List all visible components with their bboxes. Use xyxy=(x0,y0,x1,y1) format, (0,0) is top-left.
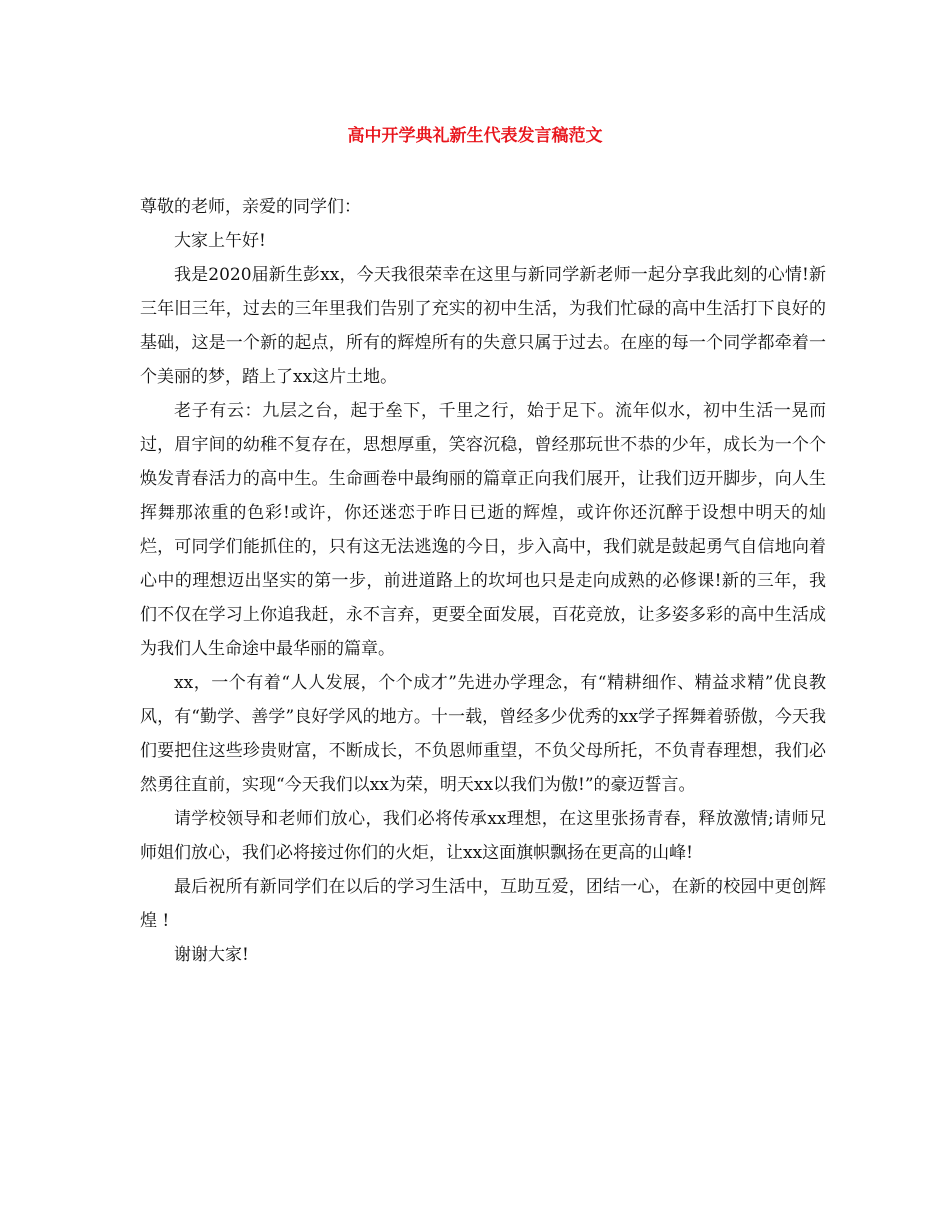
document-body xyxy=(140,190,826,972)
paragraph-thanks: 谢谢大家! xyxy=(174,945,249,965)
paragraph-greeting: 大家上午好! xyxy=(174,231,266,251)
paragraph-promise: 请学校领导和老师们放心，我们必将传承xx理想，在这里张扬青春，释放激情;请师兄师姐们放心，我们必将接过你们的火炬，让xx这面旗帜飘扬在更高的山峰! xyxy=(140,809,826,863)
document-title: 高中开学典礼新生代表发言稿范文 xyxy=(347,126,603,146)
paragraph-school: xx，一个有着“人人发展，个个成才”先进办学理念，有“精耕细作、精益求精”优良教风，有“勤学、善学”良好学风的地方。十一载，曾经多少优秀的xx学子挥舞着骄傲，今天我们要把住这些珍贵财富，不断成长，不负恩师重望，不负父母所托，不负青春理想，我们必然勇往直前，实现“今天我们以xx为荣，明天xx以我们为傲!”的豪迈誓言。 xyxy=(140,673,826,795)
paragraph-introduction: 我是2020届新生彭xx，今天我很荣幸在这里与新同学新老师一起分享我此刻的心情!新三年旧三年，过去的三年里我们告别了充实的初中生活，为我们忙碌的高中生活打下良好的基础，这是一个新的起点，所有的辉煌所有的失意只属于过去。在座的每一个同学都牵着一个美丽的梦，踏上了xx这片土地。 xyxy=(140,265,826,387)
paragraph-wishes: 最后祝所有新同学们在以后的学习生活中，互助互爱，团结一心，在新的校园中更创辉煌 ! xyxy=(140,877,826,931)
paragraph-laozi: 老子有云：九层之台，起于垒下，千里之行，始于足下。流年似水，初中生活一晃而过，眉宇间的幼稚不复存在，思想厚重，笑容沉稳，曾经那玩世不恭的少年，成长为一个个焕发青春活力的高中生。生命画卷中最绚丽的篇章正向我们展开，让我们迈开脚步，向人生挥舞那浓重的色彩!或许，你还迷恋于昨日已逝的辉煌，或许你还沉醉于设想中明天的灿烂，可同学们能抓住的，只有这无法逃逸的今日，步入高中，我们就是鼓起勇气自信地向着心中的理想迈出坚实的第一步，前进道路上的坎坷也只是走向成熟的必修课!新的三年，我们不仅在学习上你追我赶，永不言弃，更要全面发展，百花竞放，让多姿多彩的高中生活成为我们人生命途中最华丽的篇章。 xyxy=(140,401,826,659)
salutation: 尊敬的老师，亲爱的同学们： xyxy=(140,197,361,217)
